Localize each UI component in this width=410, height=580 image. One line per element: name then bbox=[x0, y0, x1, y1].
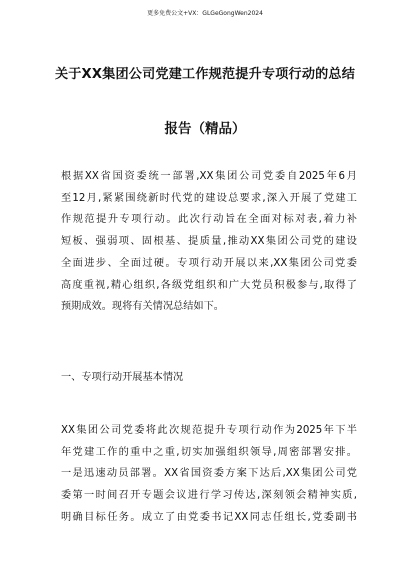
section-paragraph bbox=[61, 420, 357, 529]
paragraph-line: 委第一时间召开专题会议进行学习传达,深刻领会精神实质, bbox=[61, 490, 357, 502]
section-heading: 一、专项行动开展基本情况 bbox=[61, 372, 184, 383]
document-title-line-1: 关于XX集团公司党建工作规范提升专项行动的总结 bbox=[54, 67, 356, 82]
paragraph-line: 高度重视,精心组织,各级党组织和广大党员积极参与,取得了 bbox=[61, 279, 357, 291]
paragraph-line: 全面进步、全面过硬。专项行动开展以来,XX集团公司党委 bbox=[61, 257, 357, 269]
intro-paragraph bbox=[61, 166, 357, 318]
paragraph-line: 作规范提升专项行动。此次行动旨在全面对标对表,着力补 bbox=[61, 214, 357, 226]
header-note: 更多免费公文+VX：GLGeGongWen2024 bbox=[147, 10, 263, 17]
paragraph-line: 一是迅速动员部署。XX省国资委方案下达后,XX集团公司党 bbox=[61, 468, 357, 480]
paragraph-line: 根据XX省国资委统一部署,XX集团公司党委自2025年6月 bbox=[61, 171, 357, 182]
document-title-line-2: 报告（精品） bbox=[164, 121, 246, 137]
paragraph-line: 短板、强弱项、固根基、提质量,推动XX集团公司党的建设 bbox=[61, 236, 357, 248]
paragraph-line: 预期成效。现将有关情况总结如下。 bbox=[61, 301, 224, 313]
paragraph-line: 年党建工作的重中之重,切实加强组织领导,周密部署安排。 bbox=[61, 446, 357, 458]
paragraph-line: XX集团公司党委将此次规范提升专项行动作为2025年下半 bbox=[61, 425, 357, 436]
paragraph-line: 明确目标任务。成立了由党委书记XX同志任组长,党委副书 bbox=[61, 511, 357, 523]
paragraph-line: 至12月,紧紧围绕新时代党的建设总要求,深入开展了党建工 bbox=[61, 192, 357, 204]
